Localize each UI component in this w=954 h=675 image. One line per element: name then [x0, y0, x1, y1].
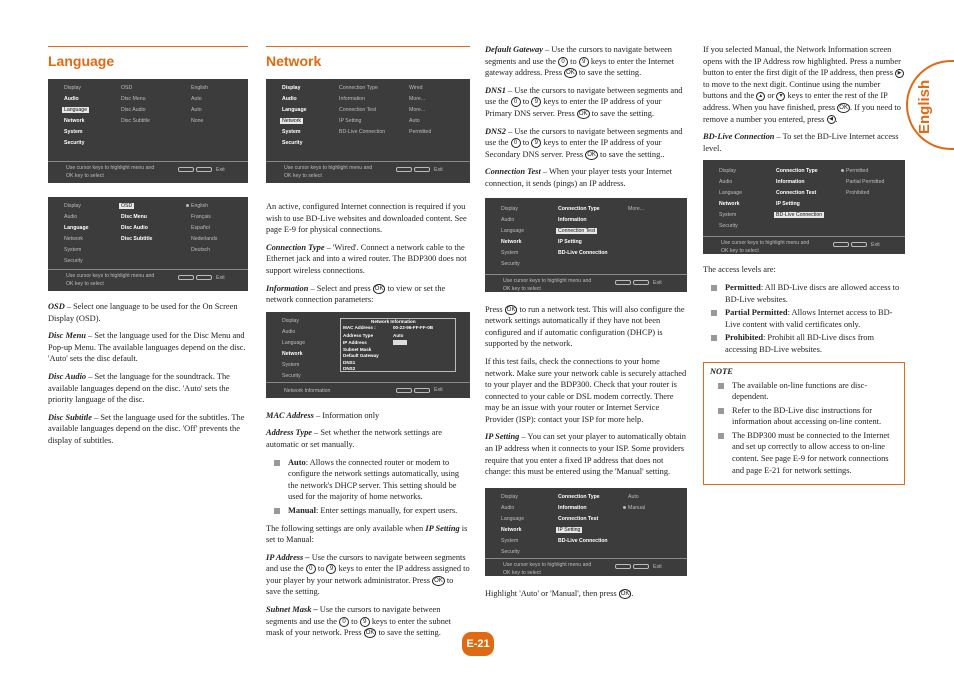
menu-value: More...: [409, 107, 426, 113]
list-item: Auto: Allows the connected router or modem to configure the network settings automatically, using the network's DHCP server. This setting should be used for the majority of home networks.: [266, 457, 470, 503]
info-label: IP Address: [343, 339, 367, 345]
menu-cat: Network: [64, 236, 84, 242]
mac-paragraph: MAC Address – Information only: [266, 410, 380, 420]
menu-value: None: [191, 118, 204, 124]
menu-cat: System: [501, 249, 519, 256]
menu-cat: Language: [64, 225, 89, 231]
exit-label: Exit: [653, 279, 662, 286]
ok-button-icon: OK: [365, 630, 375, 637]
key-icon: [178, 167, 194, 172]
menu-cat-selected: Network: [282, 118, 302, 124]
menu-option: Information: [339, 96, 365, 102]
dns1-paragraph: DNS1 – Use the cursors to navigate between segments and use the 0 to 9 keys to enter the IP address of your Primary DNS server. Press OK to save the setting.: [485, 85, 683, 118]
menu-value: Nederlands: [191, 236, 218, 242]
disc-menu-paragraph: Disc Menu – Set the language used for the Disc Menu and Pop-up Menu. The available languages depend on the disc. 'Auto' sets the disc default.: [48, 331, 246, 364]
menu-option: IP Setting: [339, 118, 362, 124]
disc-subtitle-paragraph: Disc Subtitle – Set the language used for the subtitles. The available languages depend on the disc. 'Off' prevents the display of subtitles.: [48, 412, 245, 445]
page-number: E-21: [462, 632, 494, 656]
menu-value: Permitted: [841, 168, 868, 174]
menu-cat: System: [64, 247, 82, 253]
menu-cat-selected: Language: [64, 107, 88, 113]
menu-cat: Audio: [501, 216, 515, 223]
language-screen-1: [48, 79, 248, 183]
menu-cat: System: [64, 129, 83, 135]
menu-option: Information: [776, 179, 805, 186]
key-icon: [196, 275, 212, 280]
zero-button-icon: 0: [339, 617, 349, 627]
ok-button-icon: OK: [839, 105, 848, 112]
list-item: The BDP300 must be connected to the Internet and set up correctly to allow access to on-line content. See page E-9 for network connections and page E-21 for network settings.: [710, 430, 898, 476]
list-item: Partial Permitted: Allows Internet access to BD-Live content with valid certificates only.: [703, 307, 905, 330]
menu-cat: Language: [719, 190, 743, 197]
ok-button-icon: OK: [506, 306, 516, 313]
nine-button-icon: 9: [326, 564, 336, 574]
menu-cat: System: [501, 537, 519, 544]
menu-cat: Display: [501, 493, 519, 500]
menu-option: Information: [558, 216, 587, 223]
network-info-box: [340, 318, 456, 372]
menu-value: Deutsch: [191, 247, 211, 253]
menu-option: IP Setting: [776, 201, 800, 208]
menu-value: Permitted: [409, 129, 432, 135]
ok-button-icon: OK: [578, 111, 588, 118]
menu-value: More...: [628, 205, 645, 212]
list-item: Refer to the BD-Live disc instructions for information about accessing on-line content.: [710, 405, 898, 428]
nine-button-icon: 9: [360, 617, 370, 627]
ip-setting-paragraph: IP Setting – You can set your player to automatically obtain an IP address when it connects to your ISP. Some providers require that you enter a fixed IP address that does not change: this must be entered using the 'Manual' setting.: [485, 432, 686, 477]
menu-cat: Security: [282, 372, 301, 379]
ok-button-icon: OK: [434, 577, 443, 584]
zero-button-icon: 0: [511, 138, 521, 148]
menu-option: Connection Type: [558, 205, 600, 212]
menu-value: Wired: [409, 85, 423, 91]
key-icon: [414, 167, 430, 172]
dns2-paragraph: DNS2 – Use the cursors to navigate between segments and use the 0 to 9 keys to enter the IP address of your Secondary DNS server. Press OK to save the setting..: [485, 126, 683, 159]
menu-cat: Audio: [64, 96, 79, 102]
zero-button-icon: 0: [306, 564, 316, 574]
key-icon: [615, 564, 631, 569]
menu-cat: Network: [501, 526, 522, 533]
screen-footer: [48, 161, 248, 183]
default-gateway-paragraph: Default Gateway – Use the cursors to navigate between segments and use the 0 to 9 keys to enter the Internet gateway address. Press OK to save the setting.: [485, 45, 675, 78]
screen-footer: Use cursor keys to highlight menu and OK key to select Exit: [48, 269, 248, 291]
menu-option-selected: IP Setting: [558, 526, 581, 533]
exit-label: Exit: [216, 275, 225, 281]
menu-cat: Audio: [282, 96, 297, 102]
key-icon: [178, 275, 194, 280]
menu-cat: Display: [719, 168, 737, 175]
menu-option: IP Setting: [558, 238, 582, 245]
selected-field-icon: [393, 340, 407, 345]
zero-button-icon: 0: [511, 97, 521, 107]
menu-cat: System: [719, 212, 737, 219]
info-label: Default Gateway: [343, 352, 379, 358]
menu-option-selected: OSD: [121, 203, 133, 209]
menu-value: Auto: [409, 118, 420, 124]
network-screen-1: [266, 79, 470, 183]
ok-button-icon: OK: [566, 70, 575, 77]
connection-type-paragraph: Connection Type – 'Wired'. Connect a network cable to the Ethernet jack and into a wired router. The BDP300 does not support wireless connections.: [266, 242, 467, 275]
menu-cat: Network: [282, 350, 303, 357]
address-type-value: Auto: [393, 332, 404, 338]
menu-option: Connection Type: [776, 168, 818, 175]
key-icon: [396, 388, 412, 393]
list-item: The available on-line functions are disc-dependent.: [710, 380, 898, 403]
menu-value: Auto: [628, 493, 639, 500]
key-icon: [414, 388, 430, 393]
menu-value: Auto: [191, 107, 202, 113]
connection-test-paragraph: Connection Test – When your player tests your Internet connection, it sends (pings) an IP address.: [485, 167, 673, 188]
column-network: [266, 40, 470, 645]
menu-option: BD-Live Connection: [339, 129, 386, 135]
nine-button-icon: 9: [531, 138, 541, 148]
info-label: Subnet Mask: [343, 346, 372, 352]
menu-option: Disc Menu: [121, 214, 147, 220]
list-item: Prohibited: Prohibit all BD-Live discs from accessing BD-Live websites.: [703, 332, 905, 355]
highlight-paragraph: Highlight 'Auto' or 'Manual', then press OK .: [485, 588, 634, 598]
menu-cat: Security: [719, 223, 738, 230]
menu-cat: Security: [501, 548, 520, 555]
menu-cat: Language: [501, 227, 525, 234]
menu-option: Connection Type: [339, 85, 378, 91]
section-title-language: Language: [48, 46, 248, 69]
bdlive-connection-paragraph: BD-Live Connection – To set the BD-Live Internet access level.: [703, 132, 899, 153]
bdlive-screen: [703, 160, 905, 254]
menu-value: English: [186, 203, 208, 209]
menu-cat: Network: [501, 238, 522, 245]
address-type-paragraph: Address Type – Set whether the network settings are automatic or set manually.: [266, 428, 442, 449]
menu-option: Connection Test: [339, 107, 377, 113]
ip-setting-screen: [485, 488, 687, 576]
exit-label: Exit: [216, 167, 225, 173]
menu-option: Disc Audio: [121, 225, 148, 231]
disc-audio-paragraph: Disc Audio – Set the language for the soundtrack. The available languages depend on the disc. 'Auto' sets the priority language of the disc.: [48, 371, 230, 405]
menu-option: Connection Test: [558, 515, 599, 522]
network-info-screen: [266, 312, 470, 398]
left-arrow-icon: ◀: [827, 115, 836, 124]
right-arrow-icon: ▶: [895, 69, 904, 78]
access-levels-list: [703, 282, 905, 356]
manual-ip-paragraph: If you selected Manual, the Network Information screen opens with the IP Address row highlighted. Press a number button to enter the first digit of the IP address, then press ▶ to move to the next digit. Continue using the number buttons and the ▲ or ▼ keys to enter the rest of the IP address. When you have finished, press OK . If you need to remove a number you entered, press ◀ .: [703, 44, 905, 125]
note-box: [703, 362, 905, 486]
nine-button-icon: 9: [579, 57, 589, 67]
test-fails-paragraph: If this test fails, check the connections to your home network. Make sure your network cable is securely attached to your player and the BDP300. Check that your router is connected to your cable or DSL modem correctly. There may be an issue with your router or Internet Service Provider (ISP): contact your ISP for more help.: [485, 356, 687, 424]
network-intro: An active, configured Internet connection is required if you wish to use BD-Live websites and downloaded content. See page E-9 for physical connections.: [266, 202, 467, 235]
menu-cat: Language: [282, 339, 306, 346]
menu-cat: Network: [64, 118, 85, 124]
down-arrow-icon: ▼: [776, 92, 785, 101]
menu-cat: Security: [64, 140, 85, 146]
info-label: Address Type: [343, 332, 374, 338]
menu-option: Disc Menu: [121, 96, 146, 102]
info-label: DNS1: [343, 359, 356, 365]
menu-option-selected: Connection Test: [558, 227, 596, 234]
info-label: DNS2: [343, 365, 356, 371]
connection-test-screen: [485, 198, 687, 292]
nine-button-icon: 9: [531, 97, 541, 107]
menu-cat: Audio: [719, 179, 733, 186]
key-icon: [615, 280, 631, 285]
menu-cat: Language: [282, 107, 307, 113]
list-item: Permitted: All BD-Live discs are allowed access to BD-Live websites.: [703, 282, 905, 305]
mac-value: 00-22-96-FF-FF-0B: [393, 324, 434, 330]
screen-footer: [266, 382, 470, 398]
section-title-network: Network: [266, 46, 470, 69]
menu-option: Information: [558, 504, 587, 511]
column-bdlive: [703, 44, 905, 485]
menu-value: Prohibited: [846, 190, 870, 197]
up-arrow-icon: ▲: [756, 92, 765, 101]
menu-cat: Audio: [282, 328, 296, 335]
menu-option: Disc Audio: [121, 107, 146, 113]
screen-footer: Use cursor keys to highlight menu and OK key to select Exit: [266, 161, 470, 183]
menu-cat: Display: [282, 85, 301, 91]
key-icon: [196, 167, 212, 172]
menu-cat: Display: [64, 85, 82, 91]
press-ok-paragraph: Press OK to run a network test. This will also configure the network settings automatically if they have not been configured and if automatic configuration (DHCP) is supported by the network.: [485, 304, 685, 349]
column-language: [48, 40, 248, 453]
note-title: NOTE: [710, 366, 733, 376]
key-icon: [396, 167, 412, 172]
menu-option: Connection Type: [558, 493, 600, 500]
key-icon: [633, 280, 649, 285]
address-type-list: [266, 457, 470, 517]
menu-cat: Display: [64, 203, 82, 209]
language-tab-label: English: [916, 79, 933, 134]
menu-option: BD-Live Connection: [558, 249, 608, 256]
ip-address-paragraph: IP Address – Use the cursors to navigate between segments and use the 0 to 9 keys to enter the IP address assigned to your player by your network administrator. Press OK to save the setting.: [266, 552, 470, 597]
menu-value: More...: [409, 96, 426, 102]
menu-value: Español: [191, 225, 210, 231]
subnet-mask-paragraph: Subnet Mask – Use the cursors to navigate between segments and use the 0 to 9 keys to enter the subnet mask of your network. Press OK to save the setting.: [266, 605, 451, 638]
access-levels-heading: The access levels are:: [703, 265, 776, 275]
column-network-cont: [485, 44, 687, 605]
exit-label: Exit: [434, 386, 443, 393]
screen-footer: Use cursor keys to highlight menu and OK key to select Exit: [703, 236, 905, 254]
menu-cat: Display: [501, 205, 519, 212]
exit-label: Exit: [434, 167, 443, 173]
menu-cat: Audio: [501, 504, 515, 511]
menu-option: Disc Subtitle: [121, 236, 153, 242]
menu-option: OSD: [121, 85, 133, 91]
menu-value: Partial Permitted: [846, 179, 885, 186]
footer-hint: Network Information: [284, 387, 331, 394]
screen-footer: Use cursor keys to highlight menu and OK key to select Exit: [485, 558, 687, 576]
menu-value: Français: [191, 214, 211, 220]
language-screen-2: [48, 197, 248, 291]
info-label: MAC Address :: [343, 324, 376, 330]
menu-value: Manual: [623, 505, 645, 511]
list-item: Manual: Enter settings manually, for expert users.: [266, 505, 470, 517]
menu-option: BD-Live Connection: [558, 537, 608, 544]
exit-label: Exit: [871, 242, 880, 249]
key-icon: [633, 564, 649, 569]
exit-label: Exit: [653, 563, 662, 570]
ok-button-icon: OK: [374, 285, 384, 292]
menu-option: Disc Subtitle: [121, 118, 150, 124]
ok-button-icon: OK: [620, 590, 630, 597]
screen-footer: Use cursor keys to highlight menu and OK key to select Exit: [485, 274, 687, 292]
menu-option-selected: BD-Live Connection: [776, 212, 823, 219]
key-icon: [833, 242, 849, 247]
menu-option: Connection Test: [776, 190, 817, 197]
menu-cat: Audio: [64, 214, 78, 220]
menu-cat: Security: [282, 140, 303, 146]
menu-cat: Security: [64, 258, 83, 264]
osd-paragraph: OSD – Select one language to be used for the On Screen Display (OSD).: [48, 302, 238, 323]
menu-cat: Language: [501, 515, 525, 522]
box-title: Network Information: [371, 318, 416, 324]
footer-hint: Use cursor keys to highlight menu and OK key to select: [66, 165, 155, 179]
ok-button-icon: OK: [587, 151, 596, 158]
menu-value: English: [191, 85, 209, 91]
menu-cat: Network: [719, 201, 740, 208]
menu-cat: Security: [501, 260, 520, 267]
manual-settings-paragraph: The following settings are only available when IP Setting is set to Manual:: [266, 523, 468, 545]
menu-cat: System: [282, 361, 300, 368]
menu-cat: System: [282, 129, 301, 135]
key-icon: [851, 242, 867, 247]
language-tab: [906, 60, 954, 150]
zero-button-icon: 0: [558, 57, 568, 67]
menu-cat: Display: [282, 317, 300, 324]
information-paragraph: Information – Select and press OK to view or set the network connection parameters:: [266, 283, 446, 305]
menu-value: Auto: [191, 96, 202, 102]
